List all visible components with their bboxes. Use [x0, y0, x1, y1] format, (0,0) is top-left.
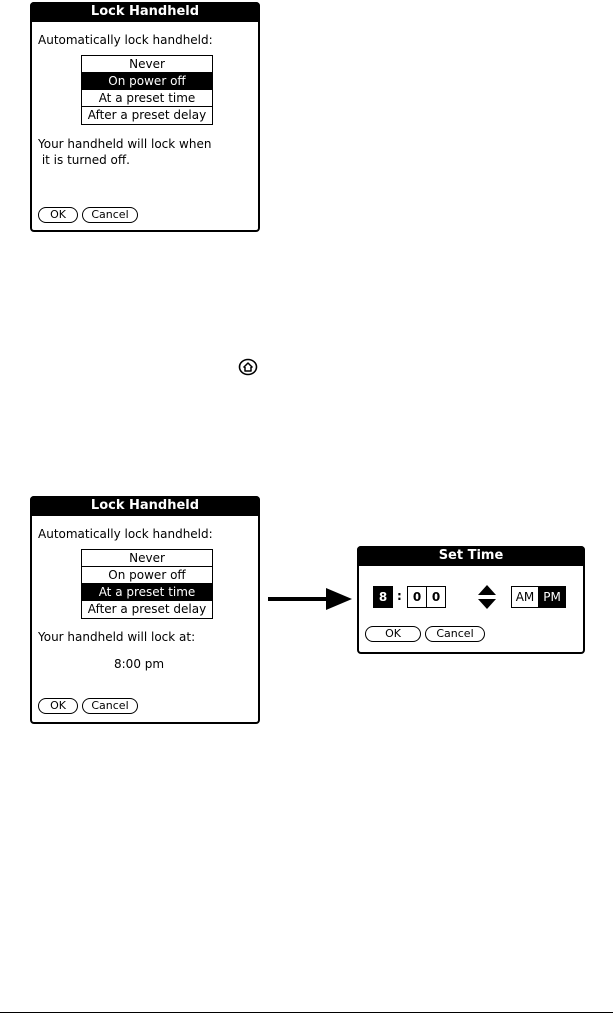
page-bottom-rule	[0, 1012, 613, 1013]
cancel-button[interactable]: Cancel	[82, 698, 138, 714]
option-never[interactable]: Never	[82, 550, 212, 567]
ok-button[interactable]: OK	[38, 207, 78, 223]
auto-lock-prompt: Automatically lock handheld:	[38, 33, 213, 47]
arrow-right-icon	[268, 588, 352, 610]
home-icon	[238, 358, 258, 376]
dialog-title: Lock Handheld	[30, 2, 260, 22]
option-at-preset-time[interactable]: At a preset time	[82, 90, 212, 107]
lock-options-list	[81, 549, 213, 619]
hour-field[interactable]: 8	[373, 586, 393, 608]
option-never[interactable]: Never	[82, 56, 212, 73]
time-colon: :	[397, 589, 402, 603]
minute-ones-field[interactable]: 0	[426, 586, 446, 608]
option-on-power-off[interactable]: On power off	[82, 567, 212, 584]
pm-button[interactable]: PM	[538, 586, 566, 608]
option-after-preset-delay[interactable]: After a preset delay	[87, 602, 207, 616]
set-time-dialog	[357, 546, 585, 654]
up-down-arrows-icon[interactable]	[477, 584, 497, 610]
lock-options-list	[81, 55, 213, 125]
dialog-title: Lock Handheld	[30, 496, 260, 516]
minute-tens-field[interactable]: 0	[407, 586, 427, 608]
option-after-preset-delay[interactable]: After a preset delay	[87, 108, 207, 122]
option-on-power-off[interactable]: On power off	[82, 73, 212, 90]
am-button[interactable]: AM	[511, 586, 539, 608]
lock-message: Your handheld will lock at:	[38, 630, 196, 644]
lock-time-value[interactable]: 8:00 pm	[114, 657, 165, 671]
lock-handheld-dialog-2	[30, 496, 260, 724]
lock-handheld-dialog-1	[30, 2, 260, 232]
auto-lock-prompt: Automatically lock handheld:	[38, 527, 213, 541]
ok-button[interactable]: OK	[365, 626, 421, 642]
dialog-title: Set Time	[357, 546, 585, 566]
cancel-button[interactable]: Cancel	[425, 626, 485, 642]
ok-button[interactable]: OK	[38, 698, 78, 714]
option-at-preset-time[interactable]: At a preset time	[82, 584, 212, 601]
lock-message: Your handheld will lock when it is turned off.	[38, 137, 212, 167]
cancel-button[interactable]: Cancel	[82, 207, 138, 223]
